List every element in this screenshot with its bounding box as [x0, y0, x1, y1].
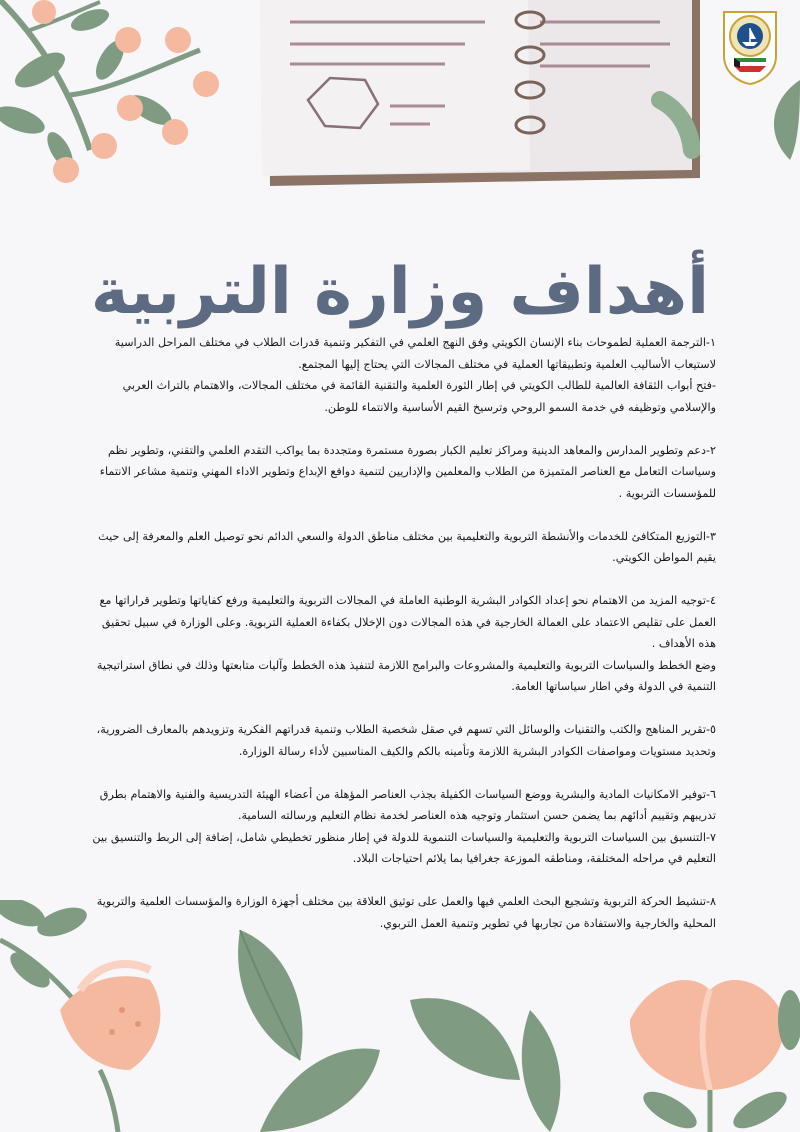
objective-line: ٣-التوزيع المتكافئ للخدمات والأنشطة التربوية والتعليمية بين مختلف مناطق الدولة والسعي الدائم نحو توصيل العلم والمعرفة إلى حيث يقيم المواطن الكويتي. — [98, 529, 716, 564]
objective-paragraph — [88, 784, 716, 870]
ministry-logo — [718, 6, 782, 86]
objective-line: وضع الخطط والسياسات التربوية والتعليمية والمشروعات والبرامج اللازمة لتنفيذ هذه الخطط وآليات متابعتها وذلك في نطاق استراتيجية التنمية في الدولة وفي اطار سياساتها العامة. — [96, 658, 716, 693]
objective-line: ٥-تقرير المناهج والكتب والتقنيات والوسائل التي تسهم في صقل شخصية الطلاب وتنمية قدراتهم الفكرية وتزويدهم بالمعارف الضرورية، وتحديد مستويات ومواصفات الكوادر البشرية اللازمة وتأمينه بالكم والكيف المناسبين لأداء رسالة الوزارة. — [96, 723, 716, 758]
objective-paragraph — [88, 719, 716, 762]
objective-paragraph — [88, 526, 716, 569]
leaves-bottom-center — [220, 930, 580, 1132]
objectives-text — [88, 332, 716, 956]
objective-paragraph — [88, 590, 716, 698]
berry-branch-top-left — [0, 0, 240, 190]
page-title: أهداف وزارة التربية — [90, 254, 710, 329]
objective-line: ١-الترجمة العملية لطموحات بناء الإنسان الكويتي وفق النهج العلمي في التفكير وتنمية قدرات الطلاب في مختلف المراحل الدراسية لاستيعاب الأساليب العلمية وتطبيقاتها العملية في مختلف المجالات التي يحتاج إليها المجتمع. — [114, 336, 716, 371]
objective-paragraph — [88, 332, 716, 418]
objective-paragraph — [88, 891, 716, 934]
objective-line: ٨-تنشيط الحركة التربوية وتشجيع البحث العلمي فيها والعمل على توثيق العلاقة بين مختلف أجهزة الوزارة والمؤسسات العلمية والتربوية المحلية والخارجية والاستفادة من تجاربها في تطوير وتنمية العمل التربوي. — [96, 895, 716, 930]
tulip-bottom-right — [610, 960, 800, 1132]
objective-line: ٤-توجيه المزيد من الاهتمام نحو إعداد الكوادر البشرية الوطنية العاملة في المجالات التربوية والتعليمية ورفع كفاياتها وتطوير قراراتها مع العمل على تقليص الاعتماد على العمالة الخارجية في هذه المجالات دون الإخلال بكفاءة العملية التربوية. وعلى الوزارة في سبيل تحقيق هذه الأهداف . — [99, 594, 716, 650]
leaf-top-right — [760, 80, 800, 160]
objective-line: ٢-دعم وتطوير المدارس والمعاهد الدينية ومراكز تعليم الكبار بصورة مستمرة ومتجددة بما يواكب التقدم العلمي والتقني، وتطوير نظم وسياسات التعامل مع العناصر المتميزة من الطلاب والمعلمين والإداريين لتنمية دوافع الإبداع وتطوير الاداء المهني وتنمية مشاعر الانتماء للمؤسسات التربوية . — [99, 443, 716, 500]
objective-line: -فتح أبواب الثقافة العالمية للطالب الكويتي في إطار الثورة العلمية والتقنية القائمة في مختلف المجالات، والاهتمام بالتراث العربي والإسلامي وتوظيفه في خدمة السمو الروحي وترسيخ القيم الأساسية والانتماء للوطن. — [122, 379, 716, 414]
objective-line: ٦-توفير الامكانيات المادية والبشرية ووضع السياسات الكفيلة بجذب العناصر المؤهلة من أعضاء الهيئة التدريسية والفنية والاهتمام بطرق تدريبهم وتقييم أدائهم بما يضمن حسن استثمار وتوجيه هذه العناصر لخدمة نظام التعليم ورسالته السامية. — [99, 787, 716, 822]
notebook-illustration — [230, 0, 700, 190]
objective-line: ٧-التنسيق بين السياسات التربوية والتعليمية والسياسات التنموية للدولة في إطار منظور تخطيطي شامل، إضافة إلى الربط والتنسيق بين التعليم في مراحله المختلفة، ومناطقه الموزعة جغرافيا بما يلائم احتياجات البلاد. — [92, 830, 716, 865]
objective-paragraph — [88, 440, 716, 505]
